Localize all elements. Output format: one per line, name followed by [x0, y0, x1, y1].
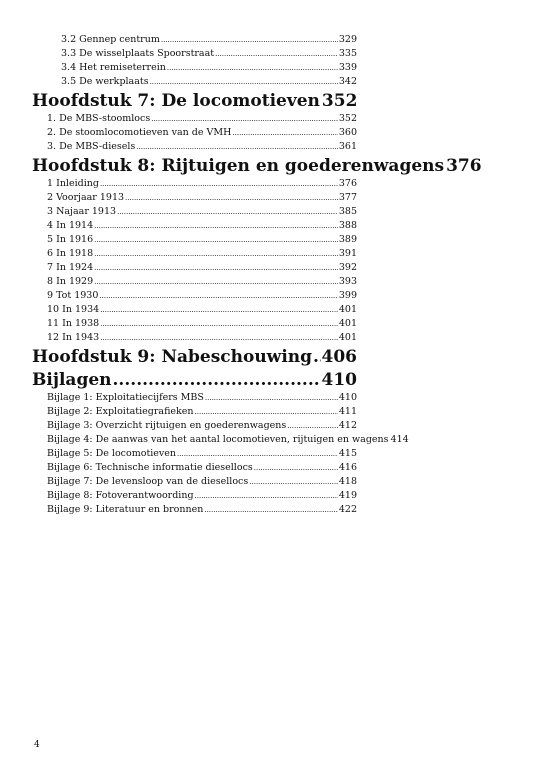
toc-entry-page: 401: [338, 318, 357, 329]
dot-leader: [254, 461, 338, 475]
dot-leader: [117, 205, 338, 219]
toc-entry-page: 339: [338, 62, 357, 73]
toc-entry-label: 9 Tot 1930: [47, 290, 99, 301]
toc-entry-label: Bijlage 4: De aanwas van het aantal locomotieven, rijtuigen en wagens: [47, 434, 389, 445]
toc-entry-page: 335: [338, 48, 357, 59]
toc-entry[interactable]: [32, 75, 357, 89]
dot-leader: [94, 275, 338, 289]
toc-entry-page: 414: [390, 434, 409, 445]
page-number: 4: [34, 740, 40, 750]
dot-leader: [249, 475, 338, 489]
toc-entry-page: 352: [338, 113, 357, 124]
toc-entry-page: 360: [338, 127, 357, 138]
toc-entry[interactable]: [32, 419, 357, 433]
toc-entry-label: 2. De stoomlocomotieven van de VMH: [47, 127, 232, 138]
toc-entry[interactable]: [32, 317, 357, 331]
dot-leader: [287, 419, 338, 433]
toc-entry-label: Bijlage 1: Exploitatiecijfers MBS: [47, 392, 204, 403]
dot-leader: [125, 191, 338, 205]
toc-entry-label: 3.3 De wisselplaats Spoorstraat: [61, 48, 215, 59]
chapter-heading[interactable]: [32, 156, 482, 177]
toc-entry-label: Bijlage 7: De levensloop van de diesellocs: [47, 476, 249, 487]
toc-entry-label: 6 In 1918: [47, 248, 94, 259]
toc-entry[interactable]: [32, 433, 409, 447]
dot-leader: [195, 489, 338, 503]
toc-entry-label: 3.5 De werkplaats: [61, 76, 149, 87]
toc-entry-label: Bijlage 8: Fotoverantwoording: [47, 490, 194, 501]
chapter-title: Bijlagen: [32, 370, 112, 390]
dot-leader: [94, 219, 338, 233]
toc-entry-page: 401: [338, 332, 357, 343]
toc-entry-page: 342: [338, 76, 357, 87]
toc-entry-page: 385: [338, 206, 357, 217]
dot-leader: [113, 370, 321, 391]
toc-entry-page: 416: [338, 462, 357, 473]
toc-entry-page: 388: [338, 220, 357, 231]
toc-entry-label: 5 In 1916: [47, 234, 94, 245]
toc-entry[interactable]: [32, 275, 357, 289]
dot-leader: [215, 47, 338, 61]
dot-leader: [177, 447, 338, 461]
toc-entry[interactable]: [32, 205, 357, 219]
toc-entry[interactable]: [32, 475, 357, 489]
toc-entry[interactable]: [32, 289, 357, 303]
toc-entry[interactable]: [32, 247, 357, 261]
toc-entry[interactable]: [32, 140, 357, 154]
toc-entry[interactable]: [32, 177, 357, 191]
dot-leader: [151, 112, 338, 126]
chapter-page: 410: [321, 370, 357, 390]
chapter-page: 352: [321, 91, 358, 111]
toc-entry[interactable]: [32, 61, 357, 75]
chapter-title: Hoofdstuk 9: Nabeschouwing: [32, 347, 313, 367]
dot-leader: [232, 126, 337, 140]
toc-entry-label: Bijlage 9: Literatuur en bronnen: [47, 504, 204, 515]
toc-entry-label: 12 In 1943: [47, 332, 100, 343]
toc-entry-label: 3.2 Gennep centrum: [61, 34, 160, 45]
toc-entry[interactable]: [32, 219, 357, 233]
toc-entry-label: 1. De MBS-stoomlocs: [47, 113, 151, 124]
toc-entry-page: 411: [338, 406, 357, 417]
toc-entry[interactable]: [32, 503, 357, 517]
dot-leader: [100, 317, 338, 331]
toc-entry[interactable]: [32, 191, 357, 205]
dot-leader: [100, 331, 338, 345]
toc-entry-page: 399: [338, 290, 357, 301]
toc-entry-label: 2 Voorjaar 1913: [47, 192, 125, 203]
toc-entry[interactable]: [32, 489, 357, 503]
dot-leader: [204, 503, 338, 517]
dot-leader: [94, 233, 338, 247]
chapter-heading[interactable]: [32, 347, 357, 368]
toc-entry-page: 415: [338, 448, 357, 459]
toc-entry-label: 8 In 1929: [47, 276, 94, 287]
toc-entry[interactable]: [32, 405, 357, 419]
toc-entry-page: 376: [338, 178, 357, 189]
toc-entry-label: Bijlage 3: Overzicht rijtuigen en goederenwagens: [47, 420, 287, 431]
dot-leader: [161, 33, 338, 47]
bijlagen-heading[interactable]: [32, 370, 357, 391]
toc-entry-page: 391: [338, 248, 357, 259]
toc-entry-label: 3 Najaar 1913: [47, 206, 117, 217]
dot-leader: [136, 140, 338, 154]
toc-entry[interactable]: [32, 331, 357, 345]
toc-entry-label: 4 In 1914: [47, 220, 94, 231]
toc-entry-label: 3. De MBS-diesels: [47, 141, 136, 152]
toc-entry[interactable]: [32, 391, 357, 405]
toc-entry-page: 410: [338, 392, 357, 403]
toc-entry-page: 418: [338, 476, 357, 487]
toc-entry-page: 389: [338, 234, 357, 245]
dot-leader: [94, 261, 338, 275]
toc-entry-label: 11 In 1938: [47, 318, 100, 329]
toc-entry-label: Bijlage 6: Technische informatie diesellocs: [47, 462, 253, 473]
toc-entry-page: 329: [338, 34, 357, 45]
toc-entry-page: 401: [338, 304, 357, 315]
toc-entry-page: 422: [338, 504, 357, 515]
toc-entry[interactable]: [32, 126, 357, 140]
toc-entry-label: Bijlage 2: Exploitatiegrafieken: [47, 406, 194, 417]
dot-leader: [313, 347, 320, 368]
dot-leader: [167, 61, 338, 75]
toc-entry[interactable]: [32, 33, 357, 47]
toc-entry[interactable]: [32, 47, 357, 61]
toc-entry-page: 361: [338, 141, 357, 152]
toc-entry-page: 412: [338, 420, 357, 431]
toc-entry[interactable]: [32, 447, 357, 461]
chapter-page: 406: [321, 347, 357, 367]
toc-entry-page: 419: [338, 490, 357, 501]
toc-entry-label: 3.4 Het remiseterrein: [61, 62, 166, 73]
toc-entry-label: Bijlage 5: De locomotieven: [47, 448, 177, 459]
chapter-heading[interactable]: [32, 91, 357, 112]
chapter-title: Hoofdstuk 8: Rijtuigen en goederenwagens: [32, 156, 445, 176]
toc-entry-page: 392: [338, 262, 357, 273]
toc-entry-label: 10 In 1934: [47, 304, 100, 315]
dot-leader: [195, 405, 338, 419]
toc-entry-page: 393: [338, 276, 357, 287]
dot-leader: [100, 177, 338, 191]
dot-leader: [99, 289, 337, 303]
chapter-page: 376: [446, 156, 482, 176]
toc-entry-page: 377: [338, 192, 357, 203]
dot-leader: [100, 303, 338, 317]
table-of-contents: [32, 33, 482, 517]
toc-entry-label: 7 In 1924: [47, 262, 94, 273]
toc-entry[interactable]: [32, 461, 357, 475]
dot-leader: [205, 391, 338, 405]
toc-entry[interactable]: [32, 261, 357, 275]
toc-entry-label: 1 Inleiding: [47, 178, 99, 189]
toc-entry[interactable]: [32, 303, 357, 317]
dot-leader: [150, 75, 338, 89]
dot-leader: [94, 247, 338, 261]
chapter-title: Hoofdstuk 7: De locomotieven: [32, 91, 320, 111]
toc-entry[interactable]: [32, 112, 357, 126]
toc-entry[interactable]: [32, 233, 357, 247]
